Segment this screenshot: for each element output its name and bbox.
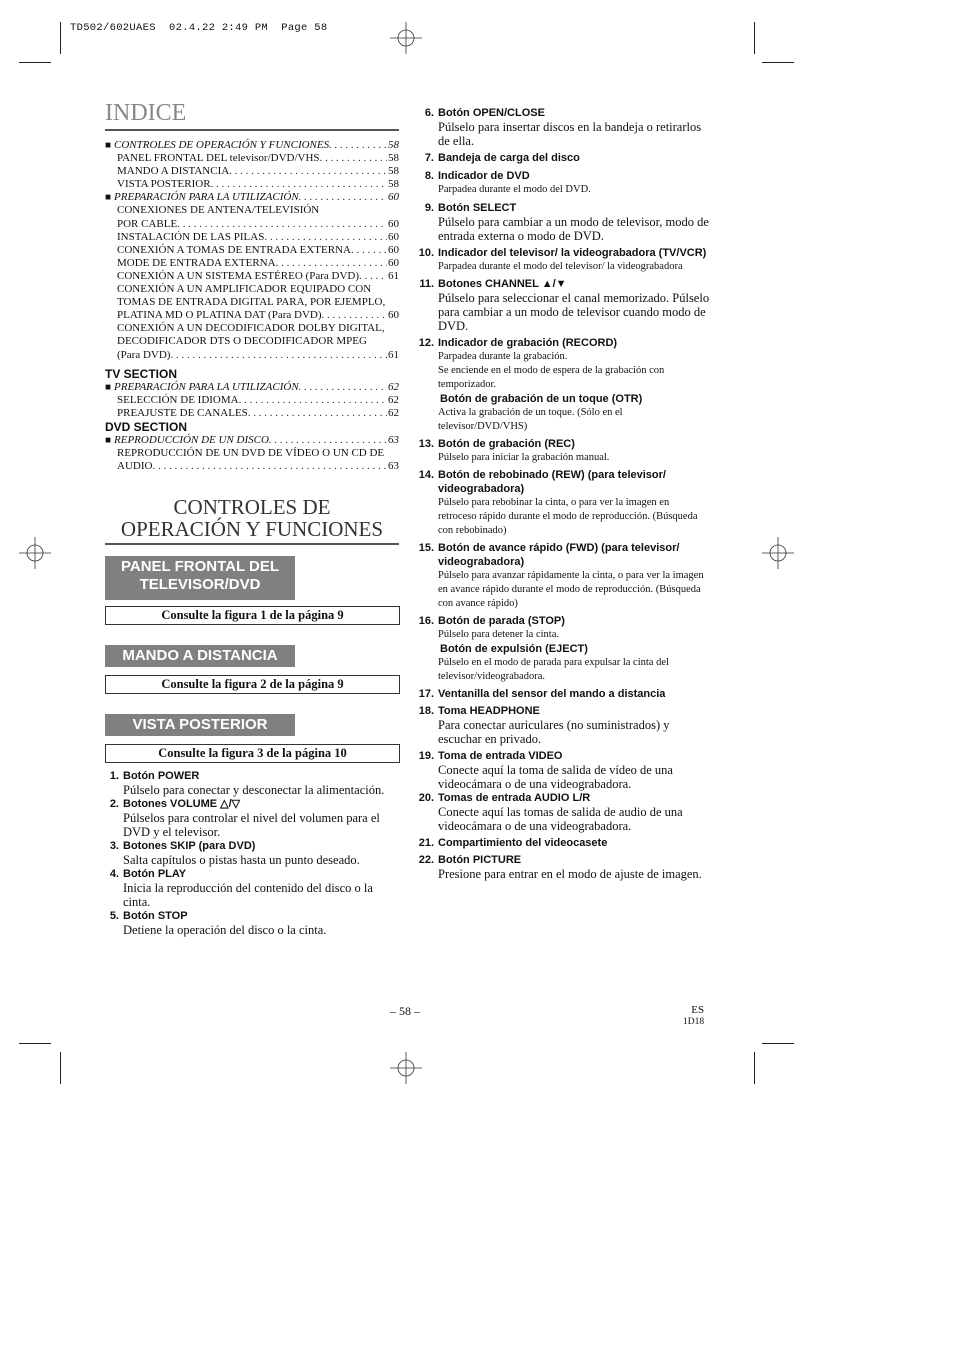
list-item: 15. Botón de avance rápido (FWD) (para televisor/ videograbadora) Púlselo para avanzar rápidamente la cinta, o para ver la imagen en avance rápido durante el modo de reproducción. (Búsqueda con avance rápido) (418, 542, 704, 609)
toc-entry[interactable]: CONEXIÓN A TOMAS DE ENTRADA EXTERNA . . . 60 (105, 244, 399, 257)
list-item: 11. Botones CHANNEL ▲/▼ Púlselo para seleccionar el canal memorizado. Púlselo para cambiar a un modo de televisor cuando modo de DVD. (419, 278, 710, 333)
registration-mark-icon (19, 537, 51, 569)
registration-mark-icon (390, 1052, 422, 1084)
mando-heading: MANDO A DISTANCIA (105, 645, 295, 667)
registration-mark-icon (762, 537, 794, 569)
list-item: 14. Botón de rebobinado (REW) (para televisor/ videograbadora) Púlselo para rebobinar la cinta, o para ver la imagen en retroceso rápido durante el modo de reproducción. (Búsqueda con rebobinado) (418, 469, 698, 536)
toc-entry[interactable]: (Para DVD) . . . 61 (105, 349, 399, 362)
list-item: 13. Botón de grabación (REC) Púlselo para iniciar la grabación manual. (418, 438, 610, 463)
crop-mark (19, 1043, 51, 1044)
page-number: – 58 – (390, 1004, 420, 1018)
crop-mark (60, 22, 61, 54)
toc-entry[interactable]: AUDIO . . . 63 (105, 460, 399, 473)
toc-entry-line: CONEXIONES DE ANTENA/TELEVISIÓN (117, 204, 320, 217)
table-of-contents (105, 139, 399, 473)
crop-mark (60, 1052, 61, 1084)
toc-entry[interactable]: ■ PREPARACIÓN PARA LA UTILIZACIÓN . . . 62 (105, 381, 399, 394)
list-item: 10. Indicador del televisor/ la videograbadora (TV/VCR) Parpadea durante el modo del televisor/ la videograbadora (418, 247, 707, 272)
vista-heading: VISTA POSTERIOR (105, 714, 295, 736)
toc-entry[interactable]: VISTA POSTERIOR . . . 58 (105, 178, 399, 191)
toc-entry[interactable]: MANDO A DISTANCIA . . . 58 (105, 165, 399, 178)
list-item: 8. Indicador de DVD Parpadea durante el modo del DVD. (424, 170, 591, 195)
toc-entry[interactable]: PREAJUSTE DE CANALES . . . 62 (105, 407, 399, 420)
list-item: 17. Ventanilla del sensor del mando a distancia (418, 688, 666, 700)
toc-entry[interactable]: MODE DE ENTRADA EXTERNA . . . 60 (105, 257, 399, 270)
square-bullet-icon: ■ (105, 192, 112, 204)
dvd-section-heading: DVD SECTION (105, 419, 188, 434)
right-item-list (408, 106, 710, 881)
list-item: 16. Botón de parada (STOP) Púlselo para detener la cinta. Botón de expulsión (EJECT) Púlselo en el modo de parada para expulsar la cinta del televisor/videograbadora. (418, 615, 669, 682)
list-item: 4. Botón PLAY Inicia la reproducción del contenido del disco o la cinta. (109, 868, 373, 909)
list-item: 1. Botón POWER Púlselo para conectar y desconectar la alimentación. (109, 770, 385, 797)
list-item: 6. Botón OPEN/CLOSE Púlselo para insertar discos en la bandeja o retirarlos de ella. (424, 107, 702, 148)
toc-entry[interactable]: PANEL FRONTAL DEL televisor/DVD/VHS . . . 58 (105, 152, 399, 165)
list-item: 7. Bandeja de carga del disco (424, 152, 580, 164)
list-item: 22. Botón PICTURE Presione para entrar en el modo de ajuste de imagen. (418, 854, 702, 881)
square-bullet-icon: ■ (105, 381, 112, 393)
toc-entry[interactable]: CONEXIÓN A UN SISTEMA ESTÉREO (Para DVD) . . . 61 (105, 270, 399, 283)
print-header: TD502/602UAES 02.4.22 2:49 PM Page 58 (70, 22, 328, 34)
list-item: 5. Botón STOP Detiene la operación del disco o la cinta. (109, 910, 327, 937)
toc-entry[interactable]: PLATINA MD O PLATINA DAT (Para DVD) . . . 60 (105, 309, 399, 322)
left-item-list (100, 769, 400, 937)
toc-entry[interactable]: ■ REPRODUCCIÓN DE UN DISCO . . . 63 (105, 434, 399, 447)
list-item: 2. Botones VOLUME △/▽ Púlselos para controlar el nivel del volumen para el DVD y el televisor. (109, 798, 380, 839)
tv-section-heading: TV SECTION (105, 366, 178, 381)
toc-entry[interactable]: SELECCIÓN DE IDIOMA . . . 62 (105, 394, 399, 407)
panel-frontal-figure-ref: Consulte la figura 1 de la página 9 (105, 606, 400, 625)
square-bullet-icon: ■ (105, 434, 112, 446)
toc-entry-line: CONEXIÓN A UN AMPLIFICADOR EQUIPADO CON (117, 283, 372, 296)
crop-mark (762, 62, 794, 63)
list-item: 9. Botón SELECT Púlselo para cambiar a un modo de televisor, modo de entrada externa o modo de DVD. (424, 202, 709, 243)
toc-entry[interactable]: ■ PREPARACIÓN PARA LA UTILIZACIÓN . . . 60 (105, 191, 399, 204)
list-item: 21. Compartimiento del videocasete (418, 837, 608, 849)
controles-title: CONTROLES DE OPERACIÓN Y FUNCIONES (105, 496, 399, 545)
square-bullet-icon: ■ (105, 140, 112, 151)
language-code: ES 1D18 (683, 1004, 705, 1027)
crop-mark (762, 1043, 794, 1044)
toc-entry-line: CONEXIÓN A UN DECODIFICADOR DOLBY DIGITAL, (117, 322, 385, 335)
list-item: 20. Tomas de entrada AUDIO L/R Conecte aquí las tomas de salida de audio de una videocámara o de una videograbadora. (418, 792, 683, 833)
toc-entry-line: TOMAS DE ENTRADA DIGITAL PARA, POR EJEMPLO, (117, 296, 386, 309)
toc-entry-line: REPRODUCCIÓN DE UN DVD DE VÍDEO O UN CD DE (117, 446, 385, 459)
list-item: 12. Indicador de grabación (RECORD) Parpadea durante la grabación. Se enciende en el modo de espera de la grabación con temporizador. Botón de grabación de un toque (OTR) Activa la grabación de un toque. (Sólo en el televisor/DVD/VHS) (418, 337, 665, 432)
toc-entry[interactable]: ■ CONTROLES DE OPERACIÓN Y FUNCIONES . . . 58 (105, 139, 399, 152)
registration-mark-icon (390, 22, 422, 54)
crop-mark (19, 62, 51, 63)
crop-mark (754, 22, 755, 54)
toc-entry[interactable]: INSTALACIÓN DE LAS PILAS . . . 60 (105, 231, 399, 244)
vista-figure-ref: Consulte la figura 3 de la página 10 (105, 744, 400, 763)
toc-entry-line: DECODIFICADOR DTS O DECODIFICADOR MPEG (117, 335, 367, 348)
list-item: 3. Botones SKIP (para DVD) Salta capítulos o pistas hasta un punto deseado. (109, 840, 360, 867)
indice-title: INDICE (105, 100, 399, 131)
mando-figure-ref: Consulte la figura 2 de la página 9 (105, 675, 400, 694)
crop-mark (754, 1052, 755, 1084)
list-item: 18. Toma HEADPHONE Para conectar auriculares (no suministrados) y escuchar en privado. (418, 705, 670, 746)
list-item: 19. Toma de entrada VIDEO Conecte aquí la toma de salida de vídeo de una videocámara o de una videograbadora. (418, 750, 673, 791)
panel-frontal-heading: PANEL FRONTAL DEL TELEVISOR/DVD (105, 556, 295, 600)
toc-entry[interactable]: POR CABLE . . . 60 (105, 218, 399, 231)
